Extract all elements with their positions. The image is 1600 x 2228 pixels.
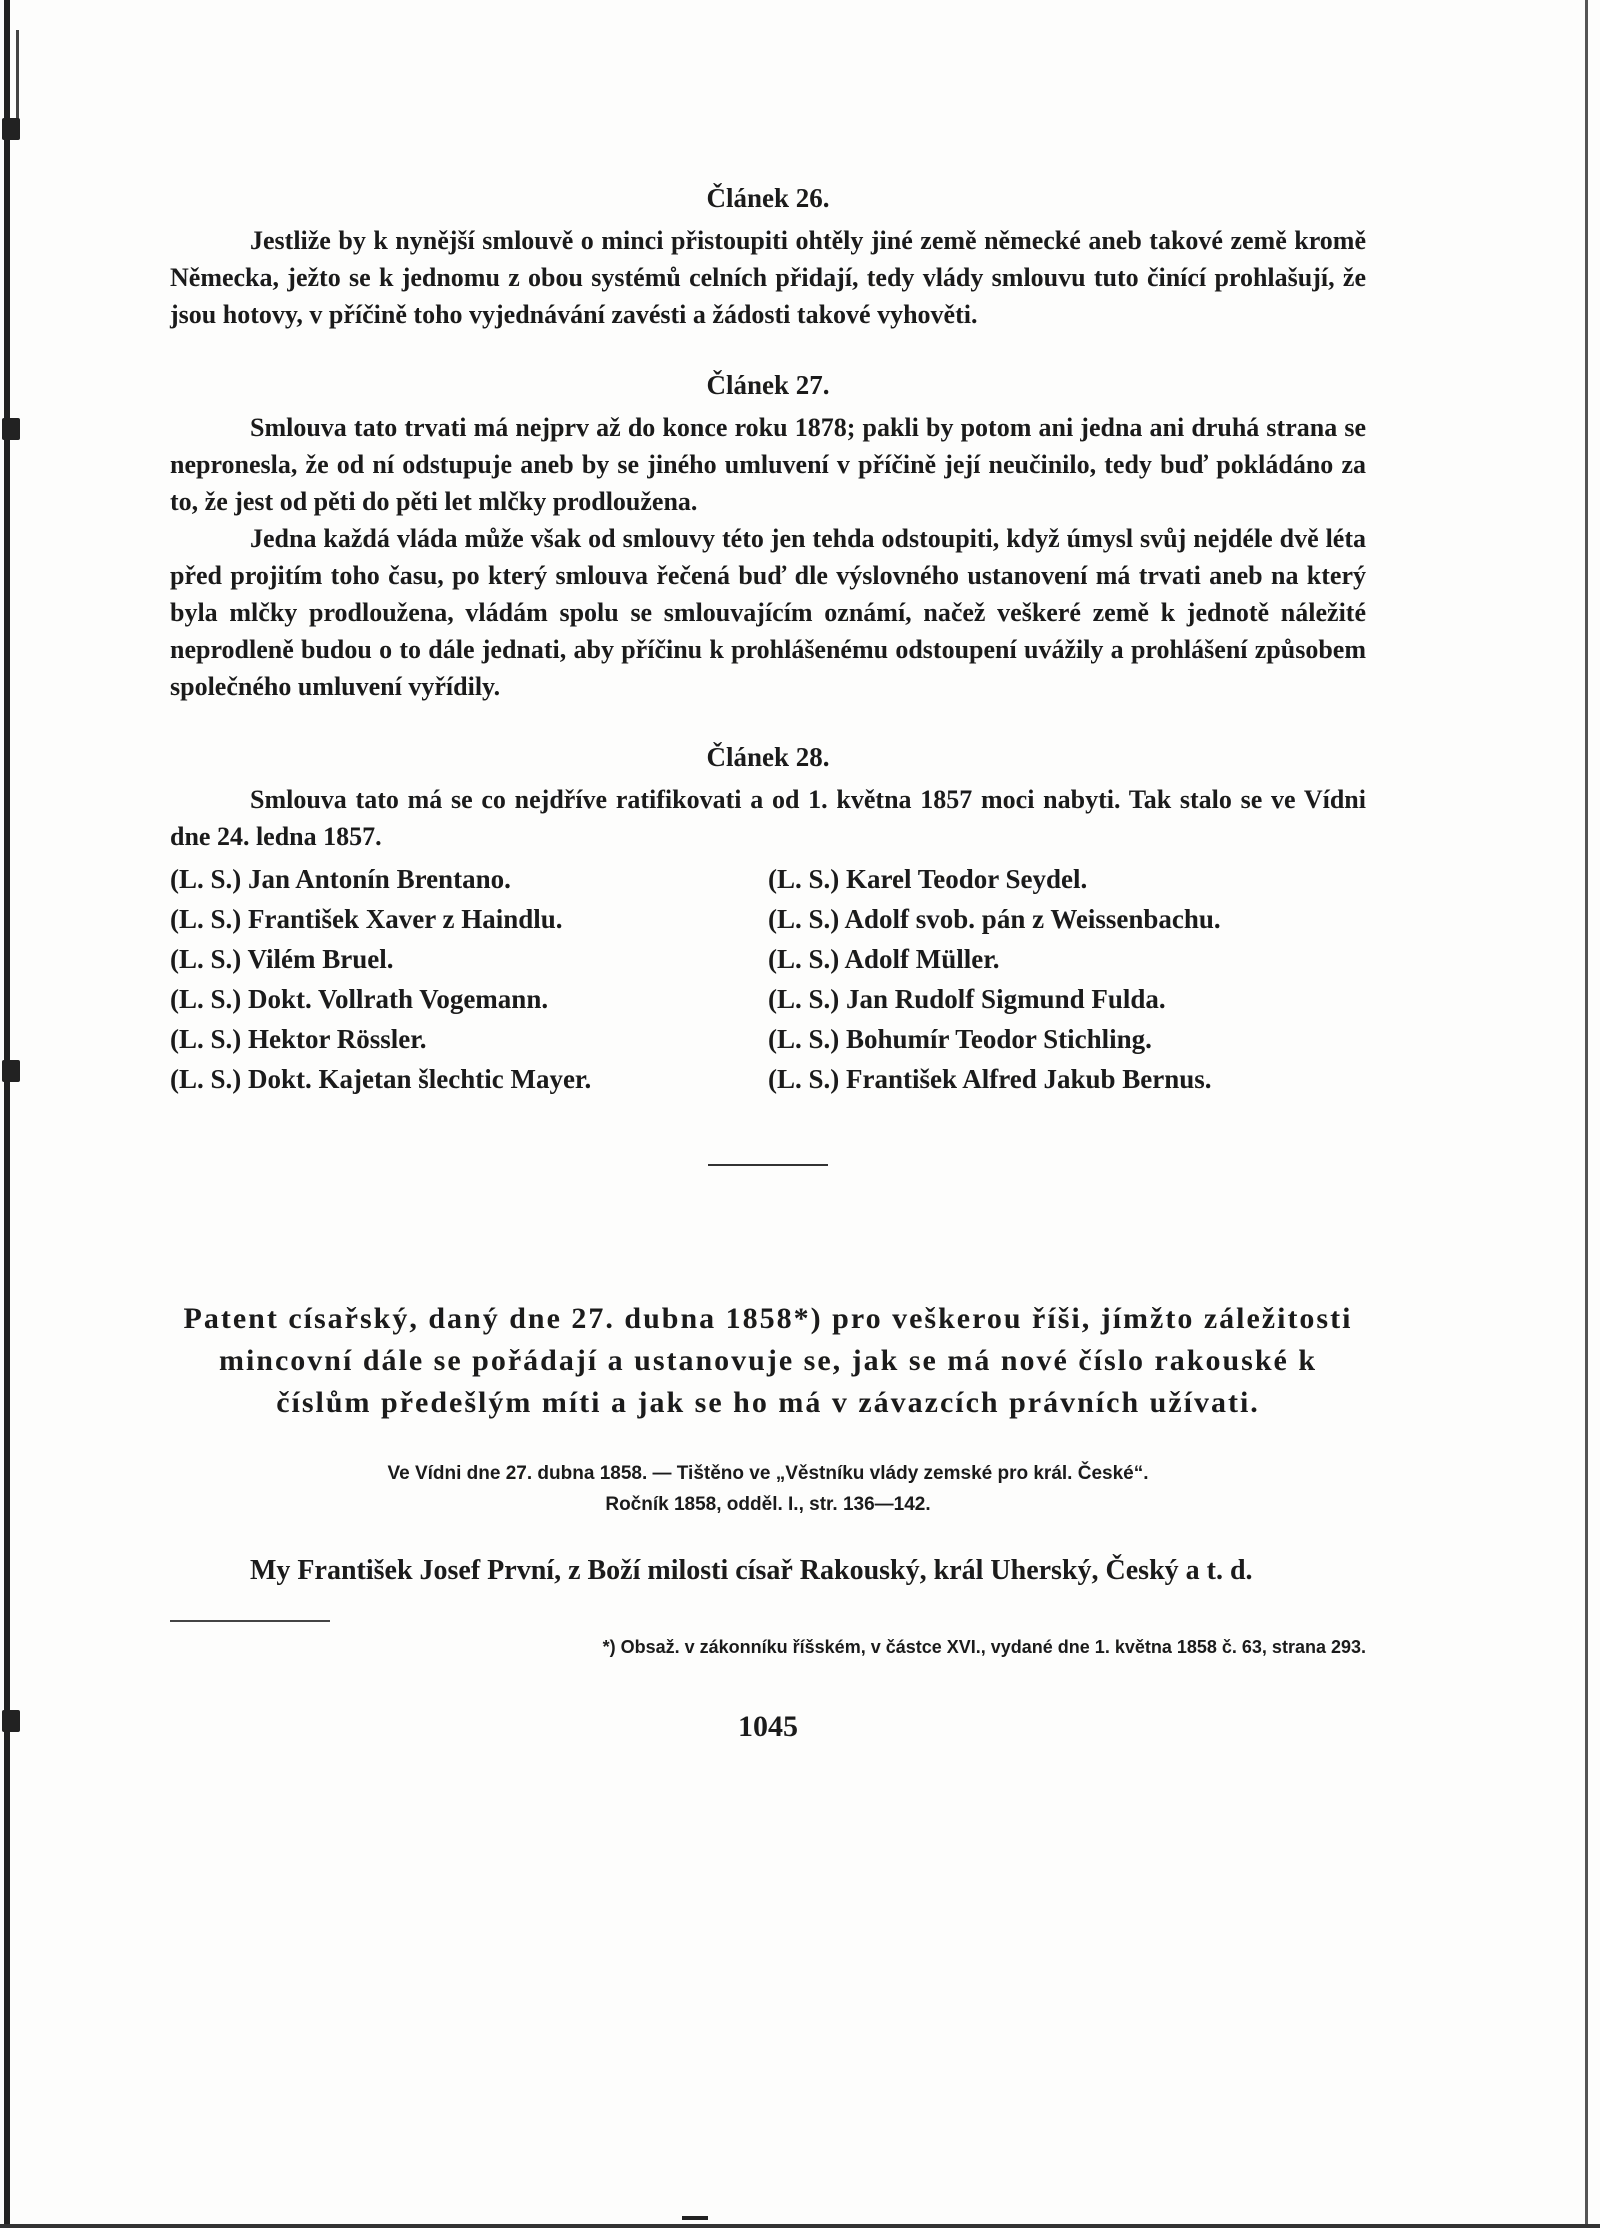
signature: (L. S.) František Alfred Jakub Bernus. — [768, 1064, 1212, 1094]
signature: (L. S.) Adolf svob. pán z Weissenbachu. — [768, 904, 1221, 934]
patent-preamble: My František Josef První, z Boží milosti císař Rakouský, král Uherský, Český a t. d. — [250, 1555, 1253, 1586]
page-content — [170, 180, 1366, 1744]
article-paragraph: Jestliže by k nynější smlouvě o minci přistoupiti ohtěly jiné země německé aneb takové země kromě Německa, ježto se k jednomu z obou systémů celních přidají, tedy vlády smlouvu tuto činící prohlašují, že jsou hotovy, v příčině toho vyjednávání zavésti a žádosti takové vyhověti. — [170, 226, 1366, 329]
article-heading: Článek 27. — [706, 370, 830, 400]
signature: (L. S.) Jan Rudolf Sigmund Fulda. — [768, 984, 1166, 1014]
signature: (L. S.) Karel Teodor Seydel. — [768, 864, 1088, 894]
page-right-edge — [1585, 0, 1588, 2228]
binding-clip-mark — [2, 1060, 20, 1082]
article-27 — [170, 367, 1366, 705]
article-heading: Článek 26. — [706, 183, 830, 213]
patent-title: Patent císařský, daný dne 27. dubna 1858*) pro veškerou říši, jímžto záležitosti mincovní dále se pořádají a ustanovuje se, jak se má nové číslo rakouské k číslům předešlým míti a jak se ho má v závazcích právních užívati. — [183, 1302, 1353, 1419]
patent-source-line: Ročník 1858, odděl. I., str. 136—142. — [605, 1494, 931, 1515]
patent-source-line: Ve Vídni dne 27. dubna 1858. — Tištěno ve „Věstníku vlády zemské pro král. České“. — [387, 1463, 1149, 1484]
article-paragraph: Smlouva tato trvati má nejprv až do konce roku 1878; pakli by potom ani jedna ani druhá strana se nepronesla, že od ní odstupuje aneb by se jiného umluvení v příčině její neučinilo, tedy buď pokládáno za to, že jest od pěti do pěti let mlčky prodloužena. — [170, 413, 1366, 516]
article-paragraph: Smlouva tato má se co nejdříve ratifikovati a od 1. května 1857 moci nabyti. Tak stalo se ve Vídni dne 24. ledna 1857. — [170, 785, 1366, 851]
binding-edge-mark — [16, 30, 19, 130]
signature: (L. S.) Dokt. Vollrath Vogemann. — [170, 984, 549, 1014]
page-bottom-edge — [0, 2224, 1600, 2228]
article-paragraph: Jedna každá vláda může však od smlouvy této jen tehda odstoupiti, když úmysl svůj nejdéle dvě léta před projitím toho času, po který smlouva řečená buď dle výslovného ustanovení má trvati aneb na který byla mlčky prodloužena, vládám spolu se smlouvajícím oznámí, načež veškeré země k jednotě náležité neprodleně budou o to dále jednati, aby příčinu k prohlášenému odstoupení uvážily a prohlášení způsobem společného umluvení vyřídily. — [170, 524, 1366, 701]
signature: (L. S.) František Xaver z Haindlu. — [170, 904, 563, 934]
signature: (L. S.) Adolf Müller. — [768, 944, 1000, 974]
footnote-rule — [170, 1620, 330, 1622]
binding-edge — [4, 0, 10, 2228]
article-28 — [170, 739, 1366, 855]
patent-section — [170, 1298, 1366, 1592]
signature: (L. S.) Hektor Rössler. — [170, 1024, 427, 1054]
binding-clip-mark — [2, 418, 20, 440]
signature: (L. S.) Vilém Bruel. — [170, 944, 394, 974]
footnote: *) Obsaž. v zákonníku říšském, v částce XVI., vydané dne 1. května 1858 č. 63, strana 293. — [602, 1637, 1366, 1657]
signature: (L. S.) Jan Antonín Brentano. — [170, 864, 511, 894]
scan-artifact — [682, 2216, 708, 2220]
signature-list — [170, 861, 1366, 1098]
binding-clip-mark — [2, 118, 20, 140]
section-divider — [708, 1164, 828, 1166]
signature: (L. S.) Bohumír Teodor Stichling. — [768, 1024, 1152, 1054]
binding-clip-mark — [2, 1710, 20, 1732]
patent-source — [170, 1458, 1366, 1520]
article-heading: Článek 28. — [706, 742, 830, 772]
signature: (L. S.) Dokt. Kajetan šlechtic Mayer. — [170, 1064, 592, 1094]
page-number: 1045 — [738, 1710, 798, 1743]
article-26 — [170, 180, 1366, 333]
